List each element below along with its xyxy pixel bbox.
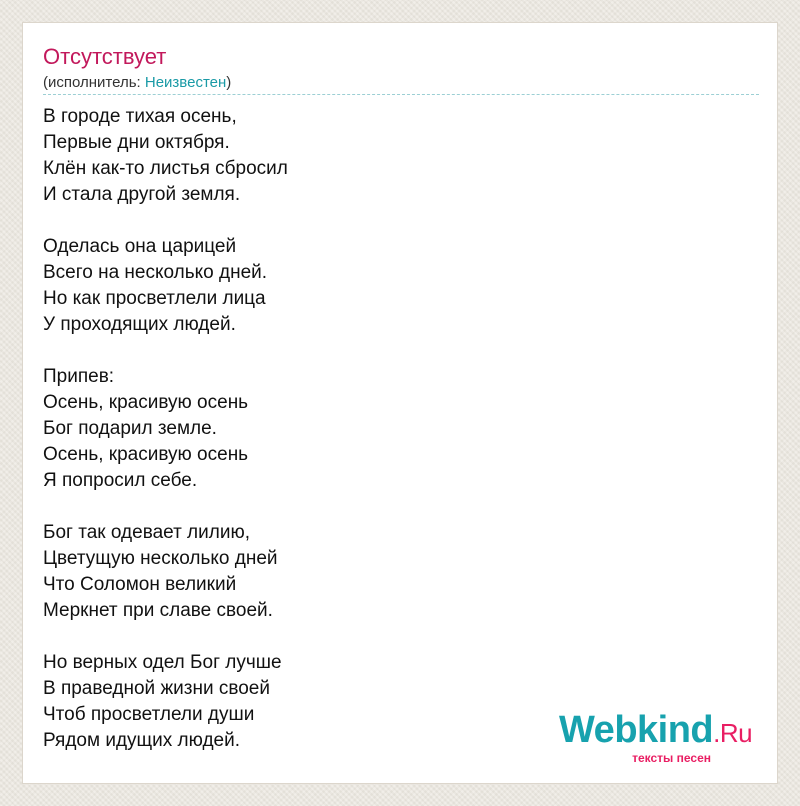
brand-name: Webkind (559, 709, 714, 751)
brand-watermark (559, 709, 753, 765)
song-title: Отсутствует (43, 44, 167, 69)
lyrics-text: В городе тихая осень, Первые дни октября. Клён как-то листья сбросил И стала другой земля. Оделась она царицей Всего на несколько дней. Но как просветлели лица У проходящих людей. Припев: Осень, красивую осень Бог подарил земле. Осень, красивую осень Я попросил себе. Бог так одевает лилию, Цветущую несколько дней Что Соломон великий Меркнет при славе своей. Но верных одел Бог лучше В праведной жизни своей Чтоб просветлели души Рядом идущих людей. (43, 106, 288, 751)
brand-tagline: тексты песен (632, 751, 711, 765)
artist-line (43, 73, 231, 93)
lyrics-card (22, 22, 778, 784)
artist-link[interactable]: Неизвестен (144, 74, 227, 91)
brand-logo (559, 709, 753, 752)
title-divider (43, 94, 759, 95)
brand-tld: .Ru (713, 718, 753, 748)
artist-suffix: ) (226, 74, 232, 91)
artist-prefix: (исполнитель: (43, 74, 145, 91)
